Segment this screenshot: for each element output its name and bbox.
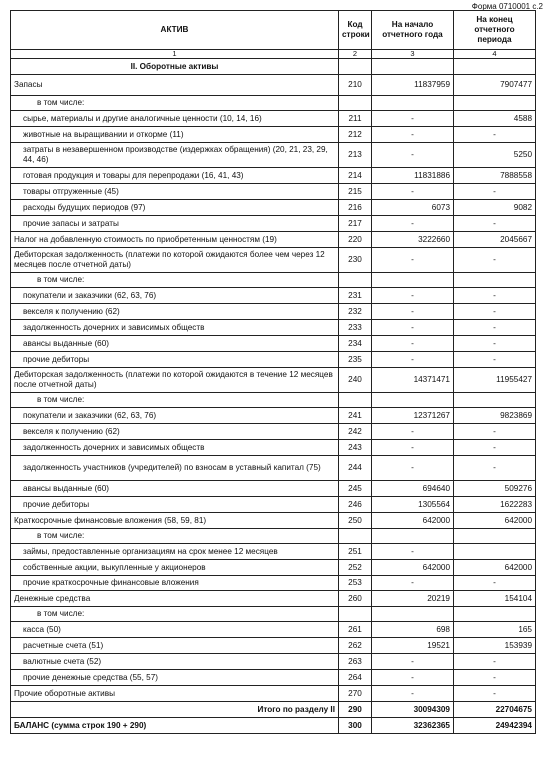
row-code: 243 — [339, 440, 372, 456]
row-end-value: - — [454, 352, 536, 368]
form-number: Форма 0710001 с.2 — [471, 2, 543, 11]
row-label: в том числе: — [11, 529, 339, 544]
row-code: 212 — [339, 127, 372, 143]
row-end-value — [454, 273, 536, 288]
header-code: Код строки — [339, 11, 372, 50]
row-code: 270 — [339, 686, 372, 702]
section-start-cell — [372, 59, 454, 75]
row-start-value — [372, 607, 454, 622]
table-row — [11, 481, 536, 497]
table-row — [11, 670, 536, 686]
row-start-value: - — [372, 248, 454, 273]
table-row — [11, 248, 536, 273]
header-num-1: 1 — [11, 50, 339, 59]
table-row — [11, 320, 536, 336]
row-end-value: 153939 — [454, 638, 536, 654]
table-row — [11, 352, 536, 368]
row-start-value: - — [372, 670, 454, 686]
row-code: 213 — [339, 143, 372, 168]
table-row — [11, 96, 536, 111]
table-row — [11, 111, 536, 127]
balance-code: 300 — [339, 718, 372, 734]
row-end-value: - — [454, 456, 536, 481]
row-end-value: - — [454, 686, 536, 702]
row-start-value: 642000 — [372, 513, 454, 529]
row-start-value: 11831886 — [372, 168, 454, 184]
row-end-value: 509276 — [454, 481, 536, 497]
table-row — [11, 456, 536, 481]
balance-row — [11, 718, 536, 734]
table-row — [11, 440, 536, 456]
table-row — [11, 368, 536, 393]
row-end-value: - — [454, 424, 536, 440]
row-end-value: 1622283 — [454, 497, 536, 513]
row-code: 234 — [339, 336, 372, 352]
row-start-value: - — [372, 127, 454, 143]
row-code: 263 — [339, 654, 372, 670]
row-start-value: - — [372, 304, 454, 320]
table-row — [11, 544, 536, 560]
row-end-value: 642000 — [454, 560, 536, 576]
table-row — [11, 513, 536, 529]
row-label: прочие запасы и затраты — [11, 216, 339, 232]
row-label: авансы выданные (60) — [11, 481, 339, 497]
row-end-value: 4588 — [454, 111, 536, 127]
row-label: Дебиторская задолженность (платежи по которой ожидаются в течение 12 месяцев после отчетной даты) — [11, 368, 339, 393]
row-start-value: 11837959 — [372, 75, 454, 96]
row-end-value: 2045667 — [454, 232, 536, 248]
table-row — [11, 622, 536, 638]
table-row — [11, 168, 536, 184]
row-label: векселя к получению (62) — [11, 304, 339, 320]
total-end-value: 22704675 — [454, 702, 536, 718]
header-num-3: 3 — [372, 50, 454, 59]
table-row — [11, 607, 536, 622]
row-end-value: - — [454, 576, 536, 591]
row-code: 262 — [339, 638, 372, 654]
row-end-value: 5250 — [454, 143, 536, 168]
row-start-value: - — [372, 111, 454, 127]
row-start-value: - — [372, 686, 454, 702]
row-end-value: - — [454, 654, 536, 670]
row-code: 233 — [339, 320, 372, 336]
row-start-value: 694640 — [372, 481, 454, 497]
row-code: 264 — [339, 670, 372, 686]
row-start-value: - — [372, 320, 454, 336]
row-start-value: 3222660 — [372, 232, 454, 248]
table-row — [11, 288, 536, 304]
row-start-value: 698 — [372, 622, 454, 638]
row-label: в том числе: — [11, 393, 339, 408]
table-row — [11, 393, 536, 408]
row-end-value: 9082 — [454, 200, 536, 216]
row-label: задолженность участников (учредителей) по взносам в уставный капитал (75) — [11, 456, 339, 481]
row-end-value: - — [454, 216, 536, 232]
table-row — [11, 560, 536, 576]
table-row — [11, 75, 536, 96]
row-code: 230 — [339, 248, 372, 273]
row-code: 211 — [339, 111, 372, 127]
row-label: задолженность дочерних и зависимых обществ — [11, 440, 339, 456]
section-end-cell — [454, 59, 536, 75]
table-row — [11, 304, 536, 320]
table-row — [11, 654, 536, 670]
row-code: 242 — [339, 424, 372, 440]
table-row — [11, 184, 536, 200]
row-code: 216 — [339, 200, 372, 216]
row-end-value: 7907477 — [454, 75, 536, 96]
table-row — [11, 408, 536, 424]
header-start: На начало отчетного года — [372, 11, 454, 50]
row-start-value — [372, 529, 454, 544]
row-label: затраты в незавершенном производстве (издержках обращения) (20, 21, 23, 29, 44, 46) — [11, 143, 339, 168]
row-code — [339, 96, 372, 111]
row-code: 217 — [339, 216, 372, 232]
row-label: покупатели и заказчики (62, 63, 76) — [11, 288, 339, 304]
total-label: Итого по разделу II — [11, 702, 339, 718]
row-end-value: 11955427 — [454, 368, 536, 393]
table-row — [11, 686, 536, 702]
row-code: 232 — [339, 304, 372, 320]
row-end-value: - — [454, 670, 536, 686]
table-row — [11, 591, 536, 607]
row-code: 210 — [339, 75, 372, 96]
row-end-value: 9823869 — [454, 408, 536, 424]
row-label: Краткосрочные финансовые вложения (58, 59, 81) — [11, 513, 339, 529]
row-start-value: 1305564 — [372, 497, 454, 513]
row-label: прочие краткосрочные финансовые вложения — [11, 576, 339, 591]
row-end-value — [454, 544, 536, 560]
row-end-value: - — [454, 127, 536, 143]
row-label: векселя к получению (62) — [11, 424, 339, 440]
row-end-value — [454, 529, 536, 544]
row-end-value — [454, 96, 536, 111]
balance-end-value: 24942394 — [454, 718, 536, 734]
row-start-value: - — [372, 352, 454, 368]
row-start-value — [372, 393, 454, 408]
table-row — [11, 200, 536, 216]
table-row — [11, 273, 536, 288]
table-row — [11, 529, 536, 544]
row-label: собственные акции, выкупленные у акционеров — [11, 560, 339, 576]
row-code: 246 — [339, 497, 372, 513]
row-label: сырье, материалы и другие аналогичные ценности (10, 14, 16) — [11, 111, 339, 127]
row-label: покупатели и заказчики (62, 63, 76) — [11, 408, 339, 424]
row-label: товары отгруженные (45) — [11, 184, 339, 200]
table-row — [11, 127, 536, 143]
row-start-value: - — [372, 456, 454, 481]
row-end-value: 154104 — [454, 591, 536, 607]
row-label: прочие дебиторы — [11, 497, 339, 513]
row-start-value — [372, 96, 454, 111]
row-end-value: - — [454, 304, 536, 320]
row-start-value: 20219 — [372, 591, 454, 607]
section-title: II. Оборотные активы — [11, 59, 339, 75]
row-code: 252 — [339, 560, 372, 576]
row-label: прочие денежные средства (55, 57) — [11, 670, 339, 686]
row-label: Налог на добавленную стоимость по приобретенным ценностям (19) — [11, 232, 339, 248]
row-end-value: - — [454, 248, 536, 273]
total-row — [11, 702, 536, 718]
row-label: Денежные средства — [11, 591, 339, 607]
header-num-4: 4 — [454, 50, 536, 59]
row-code — [339, 273, 372, 288]
row-end-value: - — [454, 336, 536, 352]
row-end-value: 7888558 — [454, 168, 536, 184]
row-start-value: 642000 — [372, 560, 454, 576]
row-code: 260 — [339, 591, 372, 607]
row-code: 220 — [339, 232, 372, 248]
table-row — [11, 336, 536, 352]
row-start-value: - — [372, 576, 454, 591]
row-label: прочие дебиторы — [11, 352, 339, 368]
row-code: 231 — [339, 288, 372, 304]
row-start-value: - — [372, 654, 454, 670]
row-label: Дебиторская задолженность (платежи по которой ожидаются более чем через 12 месяцев после отчетной даты) — [11, 248, 339, 273]
row-label: в том числе: — [11, 273, 339, 288]
row-code: 214 — [339, 168, 372, 184]
row-code — [339, 529, 372, 544]
table-row — [11, 143, 536, 168]
row-label: Прочие оборотные активы — [11, 686, 339, 702]
row-start-value: - — [372, 440, 454, 456]
table-row — [11, 232, 536, 248]
row-end-value: 165 — [454, 622, 536, 638]
row-label: касса (50) — [11, 622, 339, 638]
row-start-value: - — [372, 424, 454, 440]
balance-label: БАЛАНС (сумма строк 190 + 290) — [11, 718, 339, 734]
total-code: 290 — [339, 702, 372, 718]
row-code: 241 — [339, 408, 372, 424]
section-code-cell — [339, 59, 372, 75]
row-code: 261 — [339, 622, 372, 638]
row-code: 245 — [339, 481, 372, 497]
row-start-value: 12371267 — [372, 408, 454, 424]
row-code: 235 — [339, 352, 372, 368]
row-start-value — [372, 273, 454, 288]
row-label: в том числе: — [11, 607, 339, 622]
row-label: готовая продукция и товары для перепродажи (16, 41, 43) — [11, 168, 339, 184]
row-label: Запасы — [11, 75, 339, 96]
row-end-value: - — [454, 184, 536, 200]
row-code: 240 — [339, 368, 372, 393]
row-end-value: - — [454, 288, 536, 304]
balance-start-value: 32362365 — [372, 718, 454, 734]
row-label: займы, предоставленные организациям на срок менее 12 месяцев — [11, 544, 339, 560]
row-label: в том числе: — [11, 96, 339, 111]
row-start-value: - — [372, 288, 454, 304]
row-start-value: - — [372, 184, 454, 200]
row-start-value: 6073 — [372, 200, 454, 216]
balance-sheet-table — [10, 10, 536, 734]
table-row — [11, 424, 536, 440]
row-label: расчетные счета (51) — [11, 638, 339, 654]
row-code — [339, 607, 372, 622]
row-label: задолженность дочерних и зависимых обществ — [11, 320, 339, 336]
row-code: 253 — [339, 576, 372, 591]
row-end-value: - — [454, 440, 536, 456]
row-end-value: 642000 — [454, 513, 536, 529]
row-start-value: - — [372, 143, 454, 168]
row-end-value: - — [454, 320, 536, 336]
row-end-value — [454, 607, 536, 622]
table-row — [11, 576, 536, 591]
row-start-value: 19521 — [372, 638, 454, 654]
total-start-value: 30094309 — [372, 702, 454, 718]
header-asset: АКТИВ — [11, 11, 339, 50]
row-code: 244 — [339, 456, 372, 481]
row-start-value: - — [372, 216, 454, 232]
row-start-value: - — [372, 544, 454, 560]
row-end-value — [454, 393, 536, 408]
row-code: 251 — [339, 544, 372, 560]
table-row — [11, 497, 536, 513]
row-code — [339, 393, 372, 408]
row-label: животные на выращивании и откорме (11) — [11, 127, 339, 143]
row-label: валютные счета (52) — [11, 654, 339, 670]
row-start-value: 14371471 — [372, 368, 454, 393]
row-label: авансы выданные (60) — [11, 336, 339, 352]
table-row — [11, 216, 536, 232]
row-code: 250 — [339, 513, 372, 529]
table-row — [11, 638, 536, 654]
header-num-2: 2 — [339, 50, 372, 59]
row-label: расходы будущих периодов (97) — [11, 200, 339, 216]
row-start-value: - — [372, 336, 454, 352]
header-end: На конец отчетного периода — [454, 11, 536, 50]
row-code: 215 — [339, 184, 372, 200]
